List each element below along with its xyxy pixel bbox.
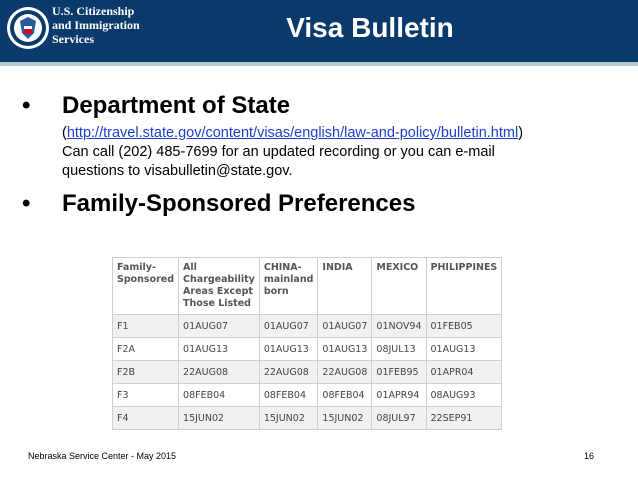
table-cell: F3 <box>113 384 179 407</box>
table-cell: 01AUG13 <box>259 338 318 361</box>
bulletin-link[interactable]: http://travel.state.gov/content/visas/english/law-and-policy/bulletin.html <box>66 125 519 141</box>
column-header: PHILIPPINES <box>426 258 502 315</box>
table-cell: 01APR94 <box>372 384 426 407</box>
table-cell: 22AUG08 <box>259 361 318 384</box>
table-cell: 22AUG08 <box>318 361 372 384</box>
bullet-marker: • <box>22 190 31 217</box>
table-cell: 08FEB04 <box>318 384 372 407</box>
column-header: INDIA <box>318 258 372 315</box>
table-cell: 15JUN02 <box>259 407 318 430</box>
table-cell: F2B <box>113 361 179 384</box>
dhs-seal-icon <box>6 6 50 50</box>
agency-line-2: and Immigration <box>52 18 140 32</box>
table-cell: 22AUG08 <box>179 361 260 384</box>
table-row <box>113 315 502 338</box>
footer-text: Nebraska Service Center - May 2015 <box>28 451 177 461</box>
email-line: questions to visabulletin@state.gov. <box>62 163 293 179</box>
page-number: 16 <box>584 451 595 461</box>
table-cell: F1 <box>113 315 179 338</box>
table-cell: 01AUG07 <box>259 315 318 338</box>
table-cell: 08JUL97 <box>372 407 426 430</box>
table-cell: 01AUG13 <box>426 338 502 361</box>
department-details <box>62 124 622 181</box>
phone-line: Can call (202) 485-7699 for an updated recording or you can e-mail <box>62 144 495 160</box>
table-row <box>113 338 502 361</box>
table-cell: F2A <box>113 338 179 361</box>
header-rule <box>0 62 638 66</box>
table-cell: 08FEB04 <box>259 384 318 407</box>
table-cell: F4 <box>113 407 179 430</box>
agency-line-1: U.S. Citizenship <box>52 4 135 18</box>
agency-name <box>52 4 140 46</box>
open-paren: ( <box>62 125 67 141</box>
table-row <box>113 384 502 407</box>
table-cell: 01FEB05 <box>426 315 502 338</box>
bullet-heading-family: Family-Sponsored Preferences <box>62 190 416 217</box>
link-line <box>62 124 622 143</box>
table-cell: 01APR04 <box>426 361 502 384</box>
column-header: Family- Sponsored <box>113 258 179 315</box>
table-cell: 15JUN02 <box>179 407 260 430</box>
slide-header <box>0 0 638 62</box>
table-cell: 22SEP91 <box>426 407 502 430</box>
bullet-marker: • <box>22 92 31 119</box>
table-cell: 01FEB95 <box>372 361 426 384</box>
close-paren: ) <box>518 125 524 141</box>
table-cell: 08JUL13 <box>372 338 426 361</box>
table-row <box>113 407 502 430</box>
table-cell: 08AUG93 <box>426 384 502 407</box>
table-cell: 01NOV94 <box>372 315 426 338</box>
table-row <box>113 361 502 384</box>
table-cell: 01AUG13 <box>179 338 260 361</box>
column-header: MEXICO <box>372 258 426 315</box>
table-cell: 01AUG07 <box>318 315 372 338</box>
visa-bulletin-table <box>112 257 502 430</box>
slide-title: Visa Bulletin <box>286 12 454 43</box>
bullet-heading-department: Department of State <box>62 92 291 119</box>
table-header-row <box>113 258 502 315</box>
table-cell: 01AUG07 <box>179 315 260 338</box>
table-cell: 15JUN02 <box>318 407 372 430</box>
column-header: CHINA- mainland born <box>259 258 318 315</box>
column-header: All Chargeability Areas Except Those Listed <box>179 258 260 315</box>
table-cell: 08FEB04 <box>179 384 260 407</box>
table-cell: 01AUG13 <box>318 338 372 361</box>
agency-line-3: Services <box>52 32 94 46</box>
